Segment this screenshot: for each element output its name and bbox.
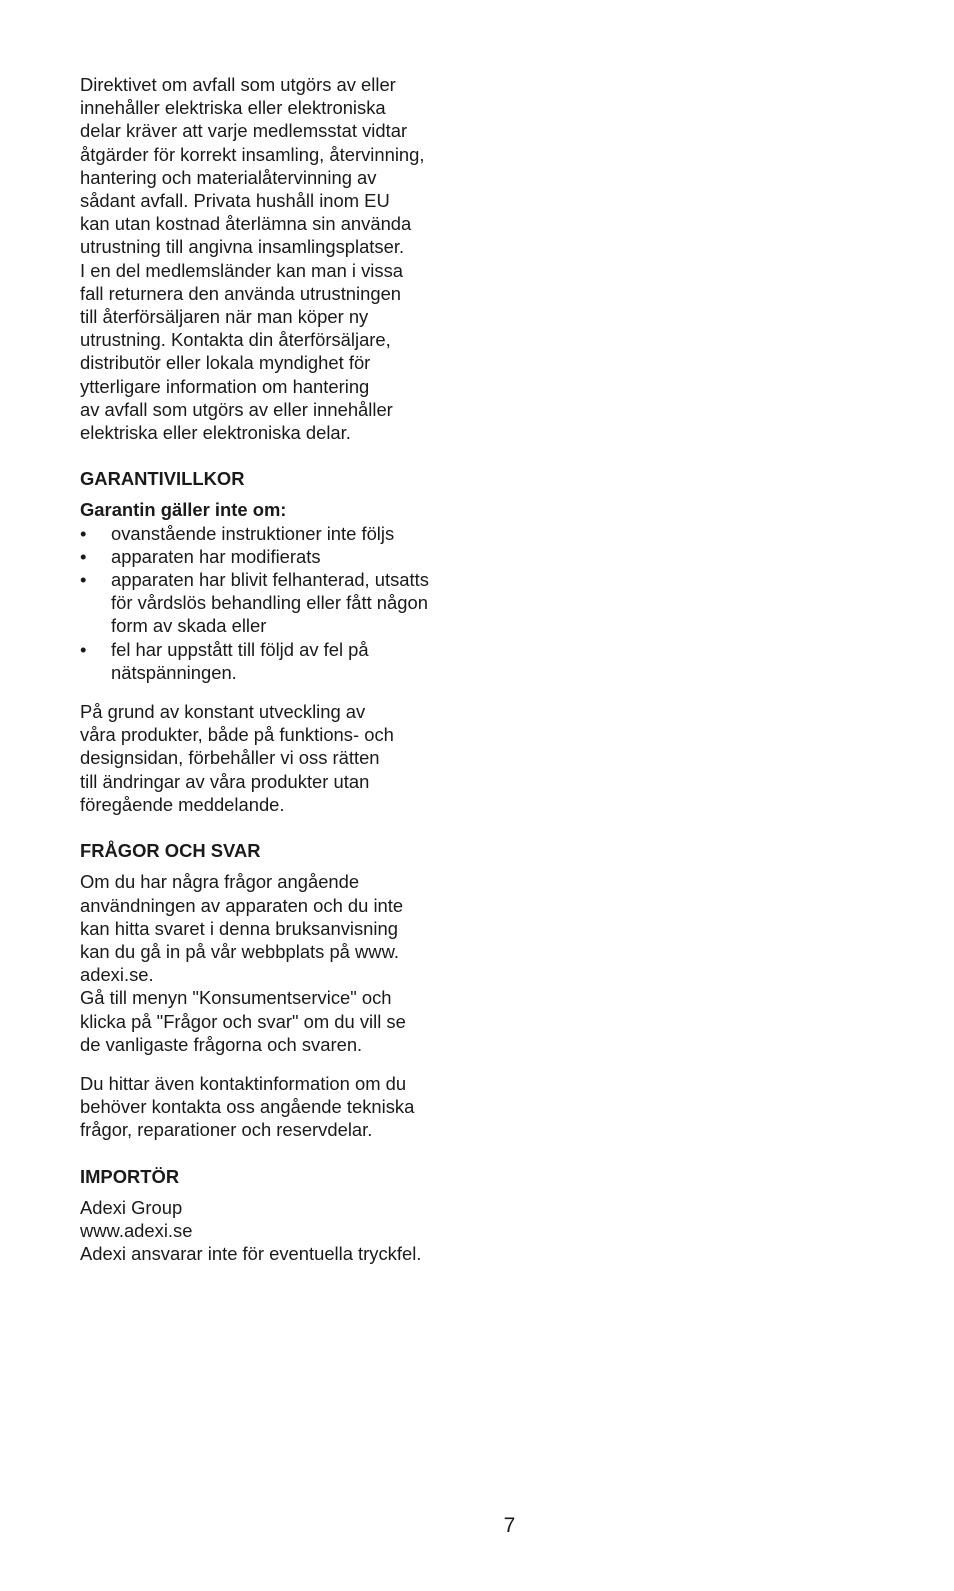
weee-line: distributör eller lokala myndighet för bbox=[80, 352, 371, 374]
weee-line: delar kräver att varje medlemsstat vidtar bbox=[80, 120, 408, 142]
note-line: designsidan, förbehåller vi oss rätten bbox=[80, 747, 380, 769]
weee-line: fall returnera den använda utrustningen bbox=[80, 282, 402, 304]
faq-line: Gå till menyn "Konsumentservice" och bbox=[80, 987, 392, 1009]
weee-line: kan utan kostnad återlämna sin använda bbox=[80, 213, 412, 235]
list-item bbox=[80, 545, 480, 568]
note-line: till ändringar av våra produkter utan bbox=[80, 770, 370, 792]
warranty-exclusions-list bbox=[80, 522, 480, 684]
faq-paragraph-2 bbox=[80, 1072, 480, 1142]
list-item-line: ovanstående instruktioner inte följs bbox=[111, 522, 395, 544]
faq-line: Om du har några frågor angående bbox=[80, 871, 360, 893]
faq-line: användningen av apparaten och du inte bbox=[80, 894, 404, 916]
importer-line: Adexi ansvarar inte för eventuella tryckfel. bbox=[80, 1243, 422, 1265]
list-item bbox=[80, 638, 480, 684]
weee-line: I en del medlemsländer kan man i vissa bbox=[80, 259, 404, 281]
weee-line: utrustning till angivna insamlingsplatser. bbox=[80, 236, 405, 258]
faq-line: de vanligaste frågorna och svaren. bbox=[80, 1033, 363, 1055]
document-column bbox=[80, 73, 480, 1265]
importer-line: Adexi Group bbox=[80, 1196, 183, 1218]
list-item-line: apparaten har blivit felhanterad, utsatts bbox=[111, 569, 429, 591]
note-line: våra produkter, både på funktions- och bbox=[80, 724, 394, 746]
importer-website: www.adexi.se bbox=[80, 1219, 193, 1241]
weee-line: hantering och materialåtervinning av bbox=[80, 166, 377, 188]
weee-line: sådant avfall. Privata hushåll inom EU bbox=[80, 190, 390, 212]
weee-line: till återförsäljaren när man köper ny bbox=[80, 306, 369, 328]
faq-line: adexi.se. bbox=[80, 964, 154, 986]
warranty-heading: GARANTIVILLKOR bbox=[80, 468, 245, 490]
faq-heading: FRÅGOR OCH SVAR bbox=[80, 840, 261, 862]
faq-line: kan hitta svaret i denna bruksanvisning bbox=[80, 917, 398, 939]
warranty-subheading: Garantin gäller inte om: bbox=[80, 499, 287, 521]
list-item-line: nätspänningen. bbox=[111, 661, 237, 683]
weee-line: av avfall som utgörs av eller innehåller bbox=[80, 398, 393, 420]
weee-paragraph bbox=[80, 73, 480, 444]
weee-line: innehåller elektriska eller elektroniska bbox=[80, 97, 386, 119]
list-item-line: apparaten har modifierats bbox=[111, 545, 321, 567]
list-item-line: form av skada eller bbox=[111, 615, 267, 637]
list-item bbox=[80, 522, 480, 545]
weee-line: utrustning. Kontakta din återförsäljare, bbox=[80, 329, 391, 351]
list-item bbox=[80, 568, 480, 638]
page-number: 7 bbox=[503, 1514, 516, 1537]
list-item-line: fel har uppstått till följd av fel på bbox=[111, 638, 369, 660]
faq-line: frågor, reparationer och reservdelar. bbox=[80, 1119, 373, 1141]
weee-line: elektriska eller elektroniska delar. bbox=[80, 422, 351, 444]
bullet-icon: • bbox=[80, 569, 87, 591]
importer-paragraph bbox=[80, 1196, 480, 1266]
bullet-icon: • bbox=[80, 545, 87, 567]
weee-line: ytterligare information om hantering bbox=[80, 375, 370, 397]
weee-line: Direktivet om avfall som utgörs av eller bbox=[80, 74, 396, 95]
note-line: föregående meddelande. bbox=[80, 793, 285, 815]
note-line: På grund av konstant utveckling av bbox=[80, 701, 366, 723]
list-item-line: för vårdslös behandling eller fått någon bbox=[111, 592, 428, 614]
importer-heading: IMPORTÖR bbox=[80, 1165, 180, 1187]
faq-line: behöver kontakta oss angående tekniska bbox=[80, 1096, 415, 1118]
bullet-icon: • bbox=[80, 522, 87, 544]
faq-line: Du hittar även kontaktinformation om du bbox=[80, 1072, 407, 1094]
bullet-icon: • bbox=[80, 638, 87, 660]
weee-line: åtgärder för korrekt insamling, återvinning, bbox=[80, 143, 425, 165]
warranty-note-paragraph bbox=[80, 700, 480, 816]
faq-paragraph-1 bbox=[80, 870, 480, 1056]
faq-line: klicka på "Frågor och svar" om du vill se bbox=[80, 1010, 406, 1032]
faq-line: kan du gå in på vår webbplats på www. bbox=[80, 940, 399, 962]
